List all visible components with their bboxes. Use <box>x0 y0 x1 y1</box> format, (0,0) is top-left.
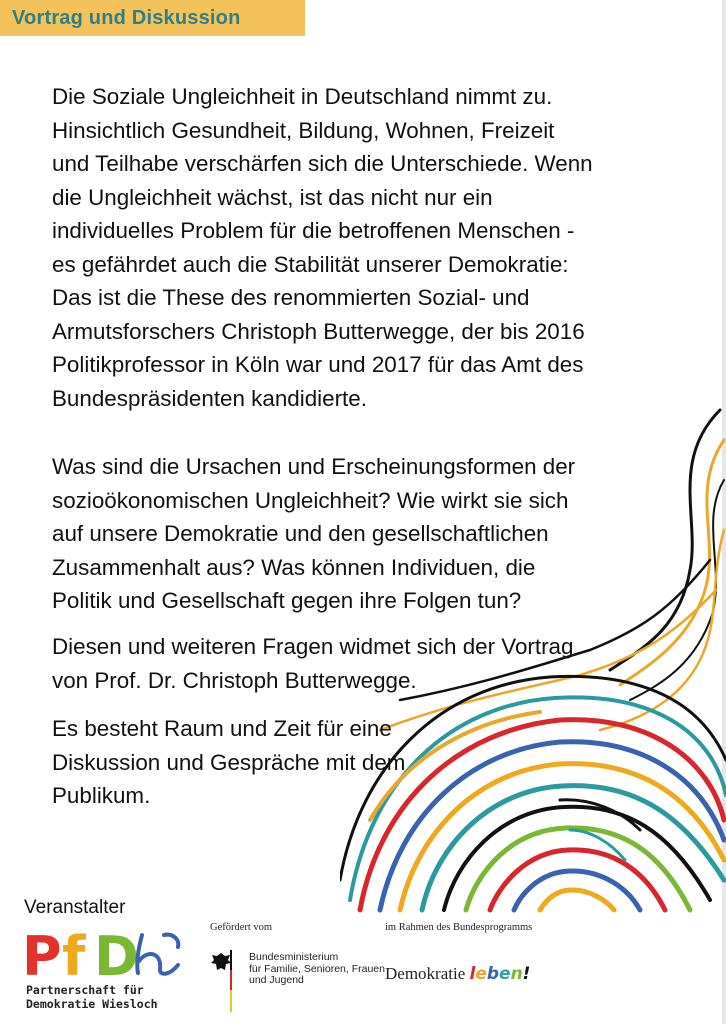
leben-letter: b <box>486 964 500 984</box>
funded-by-label: Gefördert vom <box>210 922 273 933</box>
leben-letter: e <box>475 964 487 984</box>
federal-eagle-icon <box>210 950 232 1012</box>
header-banner <box>0 0 305 36</box>
organizer-name: Partnerschaft für Demokratie Wiesloch <box>26 983 158 1011</box>
leben-letter: l <box>469 964 476 984</box>
pfd-logo <box>22 925 192 981</box>
ministry-name: Bundesministerium für Familie, Senioren, Frauen und Jugend <box>249 951 385 986</box>
leben-letter: e <box>499 964 511 984</box>
program-name-leben <box>470 964 531 984</box>
leben-letter: ! <box>522 964 531 984</box>
paragraph-intro: Die Soziale Ungleichheit in Deutschland nimmt zu. Hinsichtlich Gesundheit, Bildung, Wohnen, Freizeit und Teilhabe verschärfen sich die Unterschiede. Wenn die Ungleichheit wächst, ist das nicht nur ein individuelles Problem für die betroffenen Menschen - es gefährdet auch die Stabilität unserer Demokratie: Das ist die These des renommierten Sozial- und Armutsforschers Christoph Butterwegge, der bis 2016 Politikprofessor in Köln war und 2017 für das Amt des Bundespräsidenten kandidierte. <box>52 84 593 411</box>
paragraph-discussion: Es besteht Raum und Zeit für eine Diskussion und Gespräche mit dem Publikum. <box>52 716 406 808</box>
program-name-text: Demokratie <box>385 964 470 983</box>
program-logo <box>385 964 530 984</box>
organizer-label: Veranstalter <box>24 897 126 918</box>
program-label: im Rahmen des Bundesprogramms <box>385 922 533 933</box>
paragraph-lecture: Diesen und weiteren Fragen widmet sich der Vortrag von Prof. Dr. Christoph Butterwegge. <box>52 634 574 693</box>
logo-h-mark <box>137 935 178 974</box>
page-title: Vortrag und Diskussion <box>12 6 241 29</box>
logo-letter-d: D <box>94 925 139 981</box>
paragraph-questions: Was sind die Ursachen und Erscheinungsformen der sozioökonomischen Ungleichheit? Wie wirkt sie sich auf unsere Demokratie und den gesellschaftlichen Zusammenhalt aus? Was können Individuen, die Politik und Gesellschaft gegen ihre Folgen tun? <box>52 454 576 613</box>
leben-letter: n <box>510 964 523 984</box>
logo-letter-f: f <box>62 925 86 981</box>
logo-letter-p: P <box>22 925 62 981</box>
